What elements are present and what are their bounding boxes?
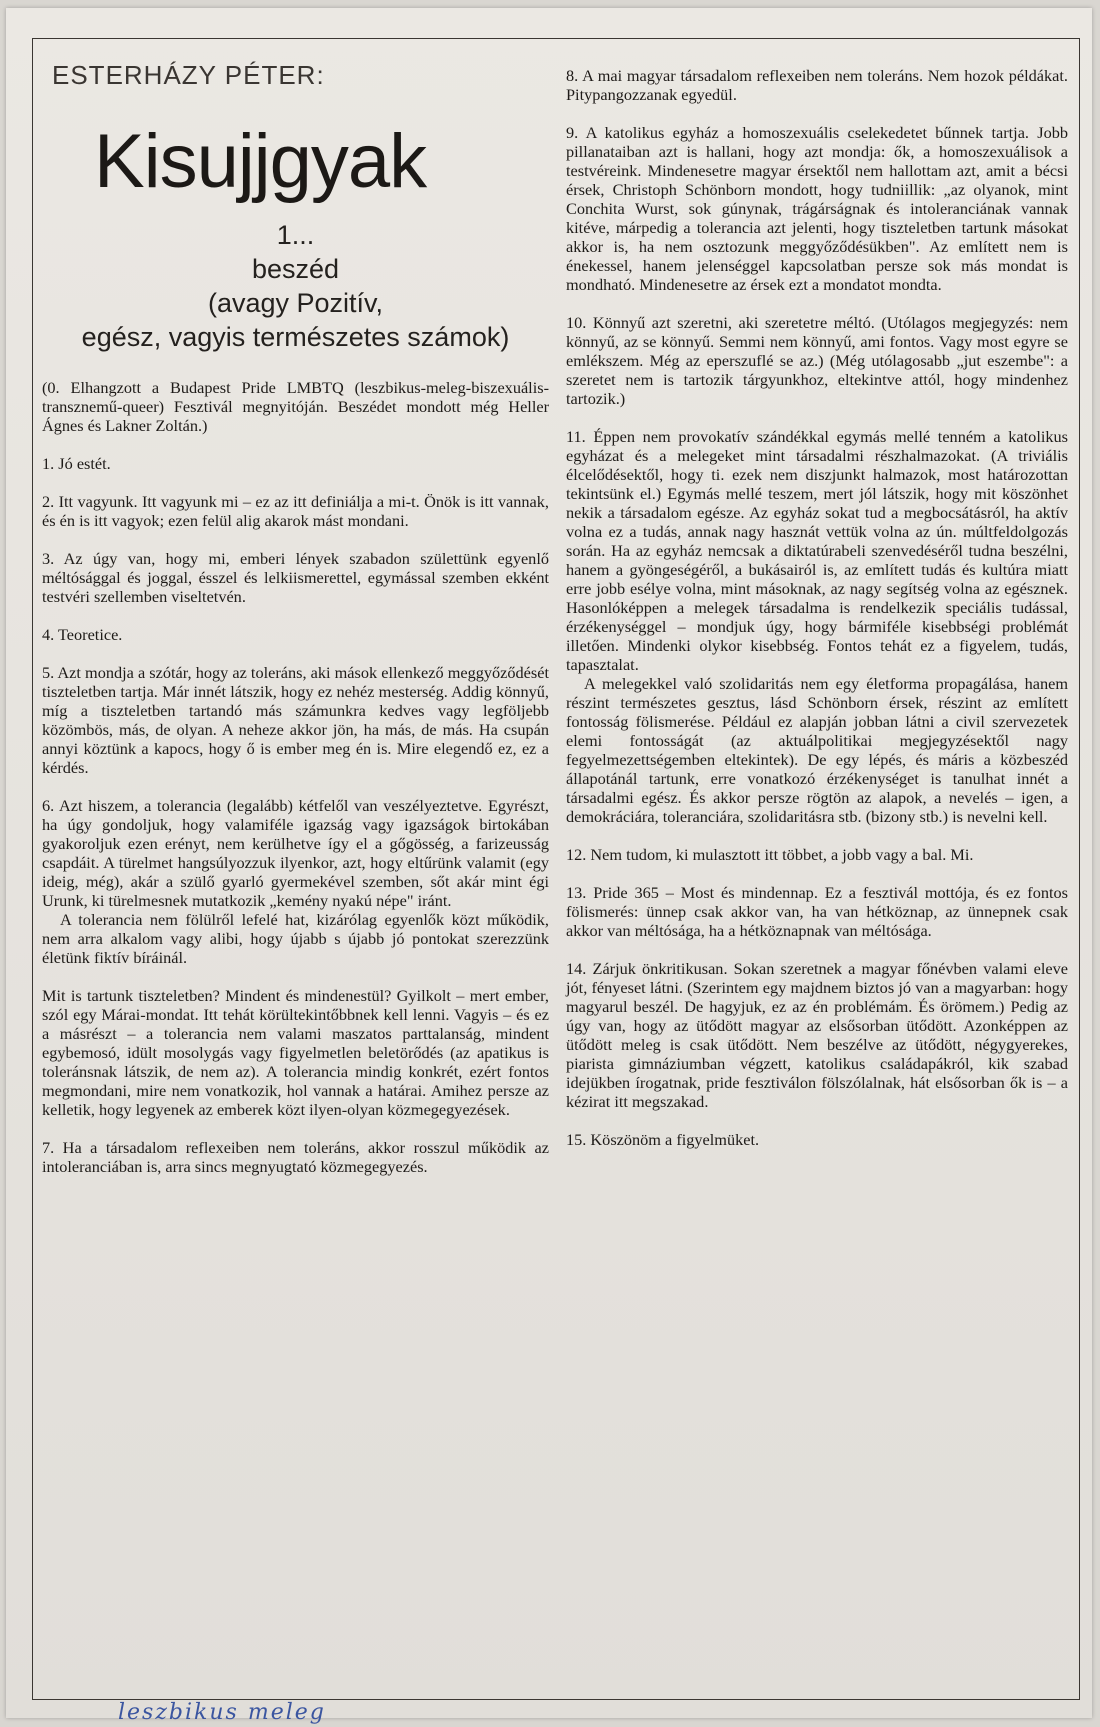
- subtitle-line: (avagy Pozitív,: [207, 288, 384, 318]
- subtitle-line: egész, vagyis természetes számok): [81, 322, 510, 352]
- paragraph-0: (0. Elhangzott a Budapest Pride LMBTQ (leszbikus-meleg-biszexuális-transznemű-queer) Fesztivál megnyitóján. Beszédet mondott még Heller Ágnes és Lakner Zoltán.): [42, 378, 549, 435]
- paragraph-10: 10. Könnyű azt szeretni, aki szeretetre méltó. (Utólagos megjegyzés: nem könnyű, az se könnyű. Semmi nem könnyű, ami fontos. Vagy most egyre se emlékszem. Még az eperszuflé se az.) (Még utólagosabb „jut eszembe": a szeretet nem is tartozik tárgyunkhoz, eltekintve attól, hogy mindenhez tartozik.): [566, 313, 1068, 408]
- paragraph-6-continued: A tolerancia nem fölülről lefelé hat, kizárólag egyenlők közt működik, nem arra alkalom vagy alibi, hogy újabb s újabb jó pontokat szerezzünk életünk fiktív bíráinál.: [42, 910, 549, 967]
- handwritten-note: leszbikus meleg: [118, 1700, 326, 1725]
- article-subtitle: [42, 218, 549, 354]
- left-column: [42, 38, 549, 1195]
- paragraph-7: 7. Ha a társadalom reflexeiben nem toleráns, akkor rosszul működik az intoleranciában is, arra sincs megnyugtató közmegegyezés.: [42, 1138, 549, 1176]
- paragraph-9: 9. A katolikus egyház a homoszexuális cselekedetet bűnnek tartja. Jobb pillanataiban azt is hallani, hogy azt mondja: ők, a homoszexuálisok a testvéreink. Mindenesetre magyar érsektől nem hallottam azt, amit a bécsi érsek, Christoph Schönborn mondott, hogy tudniillik: „az olyanok, mint Conchita Wurst, sok gúnynak, trágárságnak és intoleranciának vannak kitéve, márpedig a tolerancia azt jelenti, hogy tiszteletben tartunk másokat akkor is, ha nem osztozunk meggyőződésükben". Az említett nem is énekessel, hanem jelenséggel kapcsolatban persze sok más mondat is mondható. Mindenesetre az érsek ezt a mondatot mondta.: [566, 123, 1068, 294]
- author-name: ESTERHÁZY PÉTER:: [52, 60, 325, 90]
- paragraph-5: 5. Azt mondja a szótár, hogy az toleráns, aki mások ellenkező meggyőződését tiszteletben tartja. Már innét látszik, hogy ez nehéz mesterség. Addig könnyű, míg a tiszteletben tartandó más számunkra kedves vagy legföljebb közömbös, más, de olyan. A neheze akkor jön, ha más, de más. Ha csupán annyi köztünk a kapocs, hogy ő is ember meg én is. Mire elegendő ez, ez a kérdés.: [42, 663, 549, 777]
- paragraph-6-mit-is: Mit is tartunk tiszteletben? Mindent és mindenestül? Gyilkolt – mert ember, szól egy Márai-mondat. Itt tehát körültekintőbbnek kell lenni. Vagyis – és ez a másrészt – a tolerancia nem valami maszatos parttalanság, mindent egybemosó, idült mosolygás vagy figyelmetlen beletörődés (az apatikus is toleránsnak látszik, de nem az). A tolerancia mindig konkrét, ezért fontos megmondani, mire nem vonatkozik, hol vannak a határai. Amihez persze az kelletik, hogy legyenek az emberek közt ilyen-olyan közmegegyezések.: [42, 986, 549, 1119]
- right-column: [566, 66, 1068, 1168]
- subtitle-line: 1...: [276, 220, 315, 250]
- paragraph-14: 14. Zárjuk önkritikusan. Sokan szeretnek a magyar főnévben valami eleve jót, fényeset látni. (Szerintem egy majdnem biztos jó van a magyarban: hogy magyarul beszél. De hagyjuk, ez az én problémám. És örömem.) Pedig az úgy van, hogy az ütődött magyar az elsősorban ütődött. Azonképpen az ütődött meleg is csak ütődött. Nem beszélve az ütődött, négygyerekes, piarista gimnáziumban végzett, katolikus családapákról, kik szabad idejükben írogatnak, pride fesztiválon fölszólalnak, hát elsősorban ők is – a kézirat itt megszakad.: [566, 959, 1068, 1111]
- paragraph-12: 12. Nem tudom, ki mulasztott itt többet, a jobb vagy a bal. Mi.: [566, 845, 974, 864]
- paragraph-13: 13. Pride 365 – Most és mindennap. Ez a fesztivál mottója, és ez fontos fölismerés: ünnep csak akkor van, ha van hétköznap, az ünnepnek csak akkor van méltósága, ha a hétköznapnak van méltósága.: [566, 883, 1068, 940]
- paragraph-3: 3. Az úgy van, hogy mi, emberi lények szabadon születtünk egyenlő méltósággal és joggal, ésszel és lelkiismerettel, egymással szemben ekként testvéri szellemben viseltetvén.: [42, 549, 549, 606]
- paragraph-11: 11. Éppen nem provokatív szándékkal egymás mellé tenném a katolikus egyházat és a melegeket mint társadalmi részhalmazokat. (A triviális élcelődésektől, hogy ti. ezek nem diszjunkt halmazok, most határozottan tekintsünk el.) Egymás mellé teszem, mert jól látszik, hogy mit köszönhet nekik a társadalom egésze. Az egyház sokat tud a megbocsátásról, ha aktív volna ez a tudás, annak nagy hasznát vettük volna az ún. múltfeldolgozás során. Ha az egyház nemcsak a diktatúrabeli szenvedéséről tudna beszélni, hanem a gyöngeségéről, a bukásairól is, az említett tudás és kultúra miatt erre jobb esélye volna, mint másoknak, az nagy segítség volna az egésznek. Hasonlóképpen a melegek társadalma is rendelkezik speciális tudással, érzékenységgel – mondjuk úgy, hogy bármiféle kisebbségi problémát illetően. Mindenki olykor kisebbség. Fontos tehát ez a figyelem, tudás, tapasztalat.: [566, 427, 1068, 674]
- subtitle-line: beszéd: [251, 254, 340, 284]
- paragraph-8: 8. A mai magyar társadalom reflexeiben nem toleráns. Nem hozok példákat. Pitypangozzanak egyedül.: [566, 66, 1068, 104]
- paragraph-4: 4. Teoretice.: [42, 625, 123, 644]
- paragraph-6: 6. Azt hiszem, a tolerancia (legalább) kétfelől van veszélyeztetve. Egyrészt, ha úgy gondoljuk, hogy valamiféle igazság vagy igazságok birtokában gyakoroljuk ezen erényt, nem kerülhetve így el a gőgösség, a farizeusság csapdáit. A türelmet hangsúlyozzuk ilyenkor, azt, hogy eltűrünk valamit (egy ideig, még), akár a szülő gyarló gyermekével szemben, sőt akár mint égi Urunk, ki türelmesnek mutatkozik „kemény nyakú népe" iránt.: [42, 796, 549, 910]
- paragraph-11-continued: A melegekkel való szolidaritás nem egy életforma propagálása, hanem részint természetes gesztus, lásd Schönborn érsek, részint az említett fontosság fölismerése. Például ez alapján jobban látni a civil szervezetek elemi fontosságát (az aktuálpolitikai megjegyzésektől nagy fegyelmezettségemben eltekintek). De egy lépés, és máris a közbeszéd állapotánál tartunk, erre vonatkozó érzékenységet is tanulhat innét a társadalmi egész. És akkor persze rögtön az alapok, a nevelés – igen, a demokráciára, toleranciára, szolidaritásra stb. (bizony stb.) is nevelni kell.: [566, 674, 1068, 826]
- paragraph-2: 2. Itt vagyunk. Itt vagyunk mi – ez az itt definiálja a mi-t. Önök is itt vannak, és én is itt vagyok; ezen felül alig akarok mást mondani.: [42, 492, 549, 530]
- article-title: Kisujjgyak: [94, 119, 427, 204]
- paragraph-15: 15. Köszönöm a figyelmüket.: [566, 1130, 760, 1149]
- newspaper-clipping: [6, 8, 1092, 1718]
- paragraph-1: 1. Jó estét.: [42, 454, 111, 473]
